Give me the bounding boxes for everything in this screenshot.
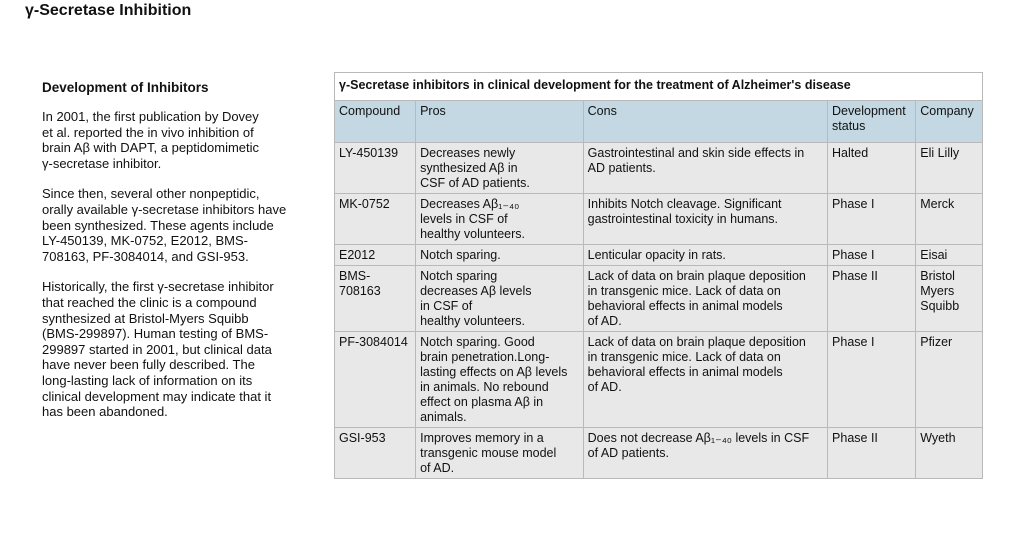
column-header-cons: Cons [583, 101, 827, 143]
table-cell-cons: Does not decrease Aβ₁₋₄₀ levels in CSF of AD patients. [583, 428, 827, 479]
table-row [335, 245, 983, 266]
table-cell-pros: Improves memory in a transgenic mouse model of AD. [416, 428, 584, 479]
column-header-development-status: Development status [828, 101, 916, 143]
table-cell-status: Phase I [828, 245, 916, 266]
table-cell-status: Halted [828, 143, 916, 194]
page-title: γ-Secretase Inhibition [25, 2, 192, 19]
table-cell-cons: Inhibits Notch cleavage. Significant gastrointestinal toxicity in humans. [583, 194, 827, 245]
table-cell-cons: Lenticular opacity in rats. [583, 245, 827, 266]
table-header-row [335, 101, 983, 143]
table-cell-status: Phase II [828, 428, 916, 479]
column-header-pros: Pros [416, 101, 584, 143]
table-caption: γ-Secretase inhibitors in clinical development for the treatment of Alzheimer's disease [335, 73, 983, 101]
sidebar-paragraph: Since then, several other nonpeptidic, orally available γ-secretase inhibitors have been synthesized. These agents include LY-450139, MK-0752, E2012, BMS- 708163, PF-3084014, and GSI-953. [42, 186, 287, 264]
table-cell-pros: Notch sparing. Good brain penetration.Long- lasting effects on Aβ levels in animals. No rebound effect on plasma Aβ in animals. [416, 332, 584, 428]
table-caption-row [335, 73, 983, 101]
sidebar-text-block [42, 80, 310, 435]
table-row [335, 428, 983, 479]
table-cell-compound: MK-0752 [335, 194, 416, 245]
table-cell-company: Bristol Myers Squibb [916, 266, 983, 332]
table-cell-compound: GSI-953 [335, 428, 416, 479]
table-cell-cons: Gastrointestinal and skin side effects in AD patients. [583, 143, 827, 194]
table-cell-company: Eisai [916, 245, 983, 266]
table-cell-company: Pfizer [916, 332, 983, 428]
table-row [335, 194, 983, 245]
sidebar-paragraph: Historically, the first γ-secretase inhibitor that reached the clinic is a compound synthesized at Bristol-Myers Squibb (BMS-299897). Human testing of BMS- 299897 started in 2001, but clinical data have never been fully described. The long-lasting lack of information on its clinical development may indicate that it has been abandoned. [42, 279, 274, 420]
table-row [335, 266, 983, 332]
sidebar-paragraph: In 2001, the first publication by Dovey et al. reported the in vivo inhibition of brain Aβ with DAPT, a peptidomimetic γ-secretase inhibitor. [42, 109, 260, 171]
table-cell-pros: Decreases Aβ₁₋₄₀ levels in CSF of healthy volunteers. [416, 194, 584, 245]
table-cell-status: Phase I [828, 194, 916, 245]
table-cell-pros: Notch sparing. [416, 245, 584, 266]
table-cell-compound: LY-450139 [335, 143, 416, 194]
table-cell-company: Merck [916, 194, 983, 245]
table-cell-compound: PF-3084014 [335, 332, 416, 428]
table-cell-pros: Decreases newly synthesized Aβ in CSF of AD patients. [416, 143, 584, 194]
table-cell-cons: Lack of data on brain plaque deposition in transgenic mice. Lack of data on behavioral effects in animal models of AD. [583, 332, 827, 428]
table-cell-status: Phase I [828, 332, 916, 428]
table-cell-status: Phase II [828, 266, 916, 332]
inhibitors-table [334, 72, 983, 479]
table-cell-compound: BMS-708163 [335, 266, 416, 332]
table-cell-cons: Lack of data on brain plaque deposition in transgenic mice. Lack of data on behavioral effects in animal models of AD. [583, 266, 827, 332]
table-cell-pros: Notch sparing decreases Aβ levels in CSF of healthy volunteers. [416, 266, 584, 332]
table-cell-company: Wyeth [916, 428, 983, 479]
table-cell-company: Eli Lilly [916, 143, 983, 194]
column-header-company: Company [916, 101, 983, 143]
sidebar-heading: Development of Inhibitors [42, 80, 209, 95]
column-header-compound: Compound [335, 101, 416, 143]
table-cell-compound: E2012 [335, 245, 416, 266]
table-row [335, 332, 983, 428]
table-row [335, 143, 983, 194]
